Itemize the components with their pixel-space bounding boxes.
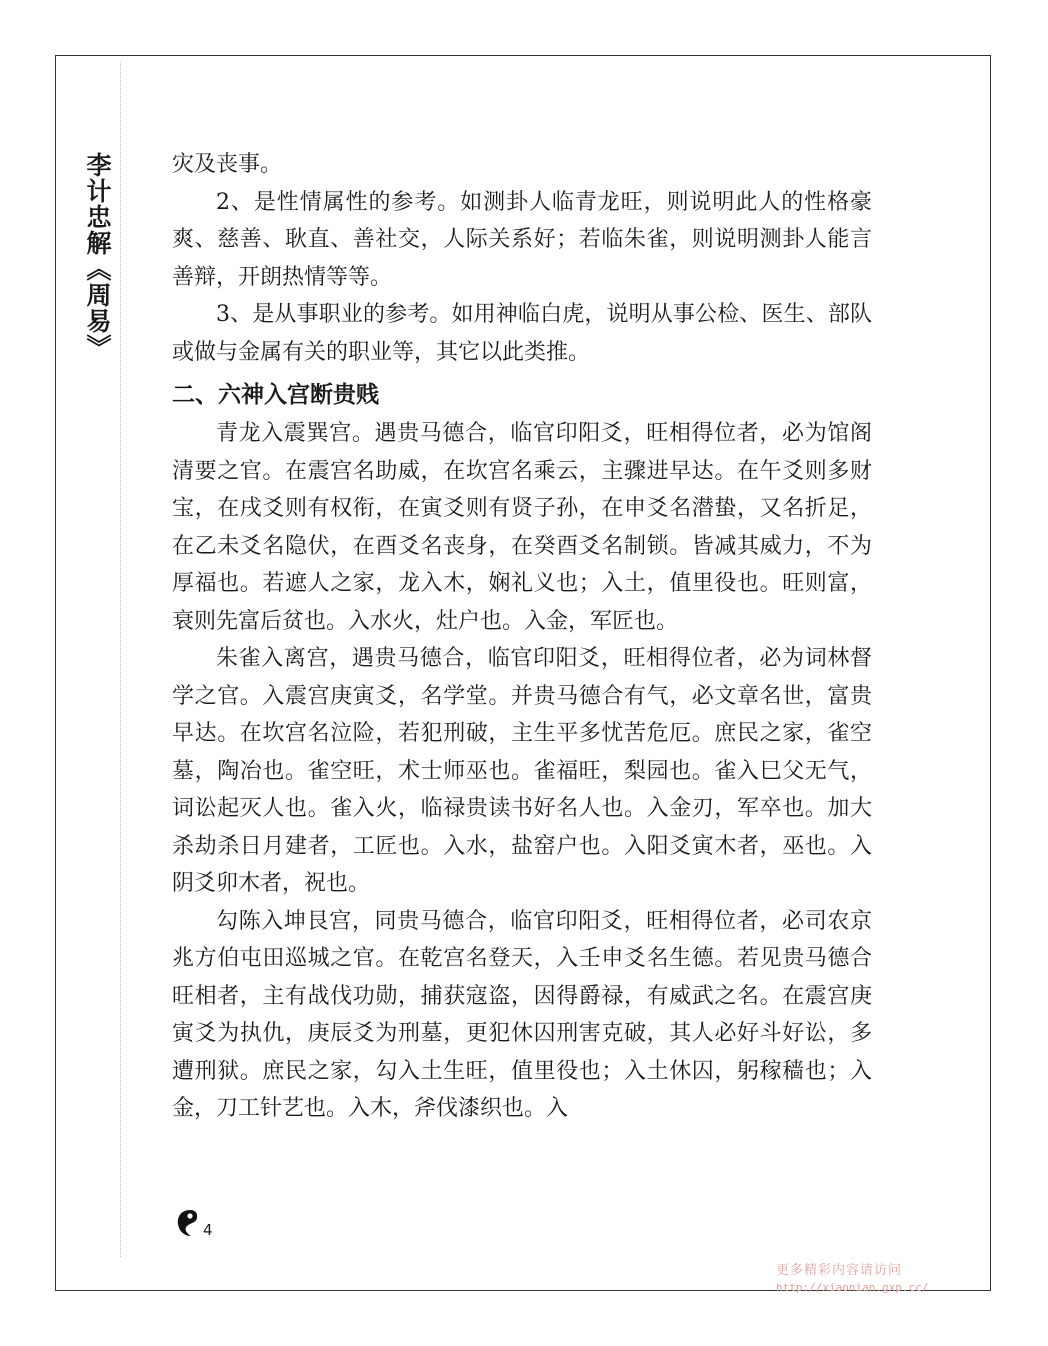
page-number: [176, 1208, 213, 1238]
body-paragraph: 2、是性情属性的参考。如测卦人临青龙旺，则说明此人的性格豪爽、慈善、耿直、善社交，人际关系好；若临朱雀，则说明测卦人能言善辩，开朗热情等等。: [172, 189, 872, 290]
page-number-text: 4: [203, 1221, 213, 1239]
section-paragraph-gouchen: 勾陈入坤艮宫，同贵马德合，临官印阳爻，旺相得位者，必司农京兆方伯屯田巡城之官。在乾宫名登天，入壬申爻名生德。若见贵马德合旺相者，主有战伐功勋，捕获寇盗，因得爵禄，有威武之名。在震宫庚寅爻为执仇，庚辰爻为刑墓，更犯休囚刑害克破，其人必好斗好讼，多遭刑狱。庶民之家，勾入土生旺，值里役也；入土休囚，躬稼穑也；入金，刀工针艺也。入木，斧伐漆织也。入: [172, 908, 872, 1121]
running-book-title: 李计忠解《周易》: [83, 152, 112, 360]
body-paragraph: 灾及丧事。: [172, 152, 283, 177]
watermark-url: http://xiaonian.gxp.cc/: [776, 1281, 929, 1294]
site-watermark: [776, 1262, 966, 1296]
section-heading: 二、六神入宫断贵贱: [172, 382, 379, 408]
yin-yang-icon: [176, 1208, 202, 1238]
body-paragraph: 3、是从事职业的参考。如用神临白虎，说明从事公检、医生、部队或做与金属有关的职业等，其它以此类推。: [172, 302, 872, 365]
section-paragraph-qinglong: 青龙入震巽宫。遇贵马德合，临官印阳爻，旺相得位者，必为馆阁清要之官。在震宫名助威，在坎宫名乘云，主骤进早达。在午爻则多财宝，在戌爻则有权衔，在寅爻则有贤子孙，在申爻名潜蛰，又名折足，在乙未爻名隐伏，在酉爻名丧身，在癸酉爻名制锁。皆减其威力，不为厚福也。若遮人之家，龙入木，娴礼义也；入土，值里役也。旺则富，衰则先富后贫也。入水火，灶户也。入金，军匠也。: [172, 421, 872, 634]
section-paragraph-zhuque: 朱雀入离宫，遇贵马德合，临官印阳爻，旺相得位者，必为词林督学之官。入震宫庚寅爻，名学堂。并贵马德合有气，必文章名世，富贵早达。在坎宫名泣险，若犯刑破，主生平多忧苦危厄。庶民之家，雀空墓，陶冶也。雀空旺，术士师巫也。雀福旺，梨园也。雀入巳父无气，词讼起灭人也。雀入火，临禄贵读书好名人也。入金刃，军卒也。加大杀劫杀日月建者，工匠也。入水，盐窑户也。入阳爻寅木者，巫也。入阴爻卯木者，祝也。: [172, 646, 872, 896]
watermark-text: 更多精彩内容请访问: [776, 1263, 903, 1278]
page-body: [172, 146, 872, 1128]
margin-dotted-rule: [120, 62, 121, 1257]
